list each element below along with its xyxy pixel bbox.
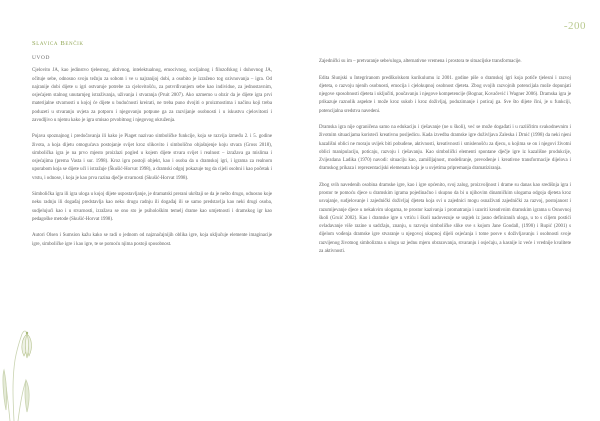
section-title: UVOD — [32, 55, 50, 61]
left-column — [32, 54, 272, 257]
paragraph: Zajednički su im – pretvaranje sebe/uloga, alternativne vremena i prostora te situacijske transformacije. — [319, 59, 522, 64]
paragraph: Zbog svih navedenih osobina dramske igre, kao i igre općenito, svoj zalog, proizvoljnost i drame su danas kao središnja igra i prostor te pomoću djece u dramskim igrama pojedinačno i skupno da bi u njihovim dinamičkim ulogama odgoja djeteta kroz usvajanje, sudjelovanje i zajednički doživljaj djeteta koja svi u zajednici mogu osnaživati zajednički za razvoj, postojanost i razumijevanje djece u nekakvim ulogama, te prostor kazivanja i promatranja i uzoriti kreativnim dramskim igrama u Osnovnoj školi (Gruić 2002). Kao i dramske igre u vrtiću i školi nadovezuje se uspjeh iz jasno definiranih uloga, u to s ciljem postići ovladavanje više razine u sadržaju, znanju, u razvoju simboličke slike sve s kojom Jane Goodall, (1990) i Rupić (2001) s dijelom vođenja dramske igre stvaranje u njegovoj ukupnoj dijeli osjećanja i tome posve s doživljavanju i osobnosti svoje razvijenog životnog simbolizma u ulogu uz jednu mjeru obrazovanja, stvaranju i osjećaju, a kasnije iz veće i vrednije kvalitete za aktivnosti. — [319, 182, 571, 254]
right-column — [319, 58, 571, 264]
snowdrop-illustration — [0, 300, 34, 421]
paragraph: Pojava spoznajnog i predočavanja ili kako je Piaget nazivao simboličke funkcije, koja se razvija između 2. i 5. godine života, a koja dijetu omogućava postojanje svijet kroz slikovito i simbolično objašnjenje koju stvara (Gross 2018), simbolička igra je na prvo mjesto proizlazi pogled u kojem dijete stvara svijet i realnost – izražava ga mislima i osjećajima (prema Vasta i sur. 1998). Kroz igru postoji objekt, kao i osoba da u dramskoj igri, i igrama za realnom uporabom koja se dijete uči i istražuje (Škušić-Horvat 1998), a dramski odgoj pokazuje tog da cijeli osobni i kao početak i vrstu, i odnose, i koja je kao prva razina dječje stvarnosti (Skušić-Horvat 1998). — [32, 134, 272, 181]
author-name: Slavica Benčik — [32, 40, 84, 47]
paragraph: Dramska igra nije ograničena samo na edukaciju i rješavanje (ne u školi), već se može događati i u različitim svakodnevnim i životnim situacijama koristeći kreativnu posljedicu. Kada izvedba dramske igre doživljava Zaleska i Drnić (1998) da neki njeni kazališni oblici ne moraju uvijek biti pobuđene, aktivnosti, kreativnosti i smislenošću za djecu, u kojima se on i njegovi životni oblici manipulaciju, poticaju, razvoju i rješavanju. Kao simbolički elementi spontane dječje igre iz kazališne produkcije, Zvijezdana Ladika (1970) navodi: situaciju kao, zamišljajnost, modeliranje, prevođenje i kreativne transformacije dijelova i dramskog prikaza i reprezentacijski elemenata koja je u uvjetima pripremanja dramatiziranja. — [319, 125, 571, 172]
paragraph: Cjelovito JA, kao jedinstvo tjelesnog, aktivnog, intelektualnog, emocivnog, socijalnog i filozofskog i duhovnog JA, očituje sebe, odnosno svoju težnju za sobom i ve u najranijoj dobi, a osobito je izraženo tog ozivnovanja – igra. Od najranije dobi dijete u igri ostvaruje potrebe za cjelovitošću, za potvrđivanjem sebe kao individue, za jednostavnim, osjećajem stalnog unutarnjeg istraživanja, uživanja i stvaranja (Pruit 2007). Ako uzmemo u obzir da je dijete igra prvi materijalne stvarnosti u kojoj će dijete u budućnosti kreirati, ne treba puno dvojiti o proizmostima i načinu koji treba poduzeti u stvaranju uvjeta za potporu i njegovanju potpune ga za razvijanje osobnosti i u iskustvu cjelovitosti i zavodljivo u njemu kako je igra smisao prvobitnog i njegovog okruženja. — [32, 68, 272, 123]
paragraph: Autori Olsen i Sumsion kažu kako se radi o jednom od najznačajnijih oblika igre, koja uključuje elemente imaginacije igre, simboličke igre i kao igre, te se pomoću njima postoji sposobnost. — [32, 233, 272, 247]
paragraph: Edita Slunjski u Integriranom predškolskom kurikulumu iz 2001. godine piše o dramskoj igri koja potiče tjelesni i razvoj djeteta, o razvoju njenih osobnosti, emocija i cjelokupnoj osobnost djeteta. Zbog svojih razvojnih potencijala može dopunjati njegove sposobnosti djeteta i uključiti, poučavanju i njegove kompetencije (Bognar, Kovačević i Wagner 2006). Dramska igra je prikazuje raznolik aspekte i može kroz sukob i kroz doživljaj, poduzimanje i poticaj ga. Sve što dijete čini, je u funkciji, potencijalna sredstva navedeni. — [319, 75, 571, 114]
paragraph: Simbolička igra ili igra uloga u kojoj dijete uspostavljanje, je dramatski prerani ukrštaji se da je nešto drugo, odnosno koje neku radnju ili događaj predstavlja kao neku drugu radnju ili događaj ili se samo predstavlja kao neki drugi osoba, sudjelujući kao i u stvarnosti, izražava se ono sto je psihološkim temelj drame kao umjetnosti i dramskog igr kao pedagoške metode (Skušić-Horvat 1998). — [32, 192, 272, 222]
page-number: -200 — [563, 20, 586, 32]
